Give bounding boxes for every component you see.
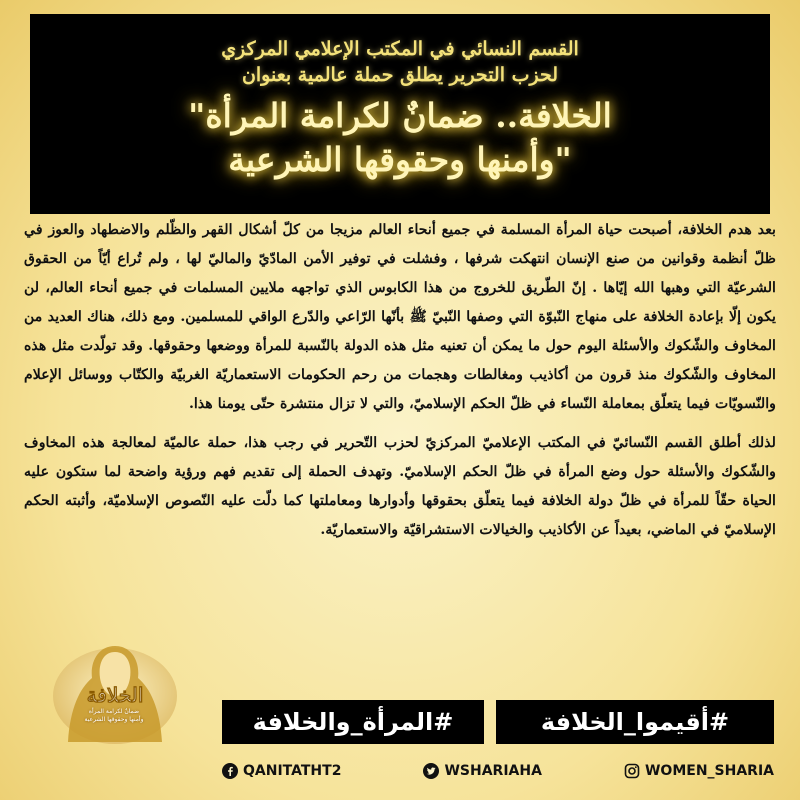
social-handles [222, 760, 774, 782]
facebook-handle-text: QANITATHT2 [243, 763, 342, 779]
twitter-icon [423, 763, 439, 779]
logo-line-1: ضمانٌ لكرامة المرأة [88, 708, 140, 715]
article-paragraph-1: بعد هدم الخلافة، أصبحت حياة المرأة المسلمة في جميع أنحاء العالم مزيجا من كلّ أشكال القهر والظّلم والاضطهاد والعوز في ظلّ أنظمة وقوانين من صنع الإنسان انتهكت شرفها ، وفشلت في توفير الأمن المادّيّ والماليّ لها ، ولم تُراع أيّاً من الحقوق الشرعيّة التي وهبها الله إيّاها . إنّ الطّريق للخروج من هذا الكابوس الذي تواجهه ملايين المسلمات في جميع أنحاء العالم، لن يكون إلّا بإعادة الخلافة على منهاج النّبوّة التي وصفها النّبيّ ﷺ بأنّها الرّاعي والدّرع الواقي للمسلمين. ومع ذلك، هناك العديد من المخاوف والشّكوك والأسئلة اليوم حول ما يمكن أن تعنيه مثل هذه الدولة بالنّسبة للمرأة ووضعها وحقوقها. وقد تولّدت مثل هذه المخاوف والشّكوك منذ قرون من أكاذيب ومغالطات وهجمات من رحم الحكومات الاستعماريّة الغربيّة والكتّاب ووسائل الإعلام والنّسويّات فيما يتعلّق بمعاملة النّساء في ظلّ الحكم الإسلاميّ، والتي لا تزال منتشرة حتّى يومنا هذا. [24, 222, 776, 412]
article-paragraph-2: لذلك أطلق القسم النّسائيّ في المكتب الإعلاميّ المركزيّ لحزب التّحرير في رجب هذا، حملة عالميّة لمعالجة هذه المخاوف والشّكوك والأسئلة حول وضع المرأة في ظلّ الحكم الإسلاميّ. وتهدف الحملة إلى تقديم فهم ورؤية واضحة لما ستكون عليه الحياة حقّاً للمرأة في ظلّ دولة الخلافة فيما يتعلّق بحقوقها وأدوارها ومعاملتها كما دلّت عليه النّصوص الإسلاميّة، وأثبته الحكم الإسلاميّ في الماضي، بعيداً عن الأكاذيب والخيالات الاستشراقيّة والاستعماريّة. [24, 435, 776, 538]
article-body [24, 216, 776, 555]
hashtag-women-and-khilafah[interactable]: #المرأة_والخلافة [222, 700, 484, 744]
header-line-2: لحزب التحرير يطلق حملة عالمية بعنوان [241, 64, 559, 86]
instagram-handle[interactable] [624, 763, 774, 779]
campaign-title-line-1: "الخلافة.. ضمانٌ لكرامة المرأة [188, 96, 612, 135]
instagram-icon [624, 763, 640, 779]
instagram-handle-text: WOMEN_SHARIA [644, 763, 774, 779]
woman-silhouette-icon [40, 638, 190, 748]
campaign-title-line-2: وأمنها وحقوقها الشرعية" [228, 140, 572, 179]
logo-title: الخلافة [86, 683, 144, 707]
facebook-icon [222, 763, 238, 779]
facebook-handle[interactable] [222, 763, 341, 779]
logo-tagline [64, 708, 164, 724]
campaign-logo [40, 638, 190, 748]
logo-line-2: وأمنها وحقوقها الشرعية [84, 716, 144, 723]
twitter-handle-text: WSHARIAHA [444, 763, 542, 779]
header-line-1: القسم النسائي في المكتب الإعلامي المركزي [221, 38, 579, 60]
twitter-handle[interactable] [423, 763, 541, 779]
hashtag-establish-khilafah[interactable]: #أقيموا_الخلافة [496, 700, 774, 744]
campaign-header [30, 14, 770, 214]
